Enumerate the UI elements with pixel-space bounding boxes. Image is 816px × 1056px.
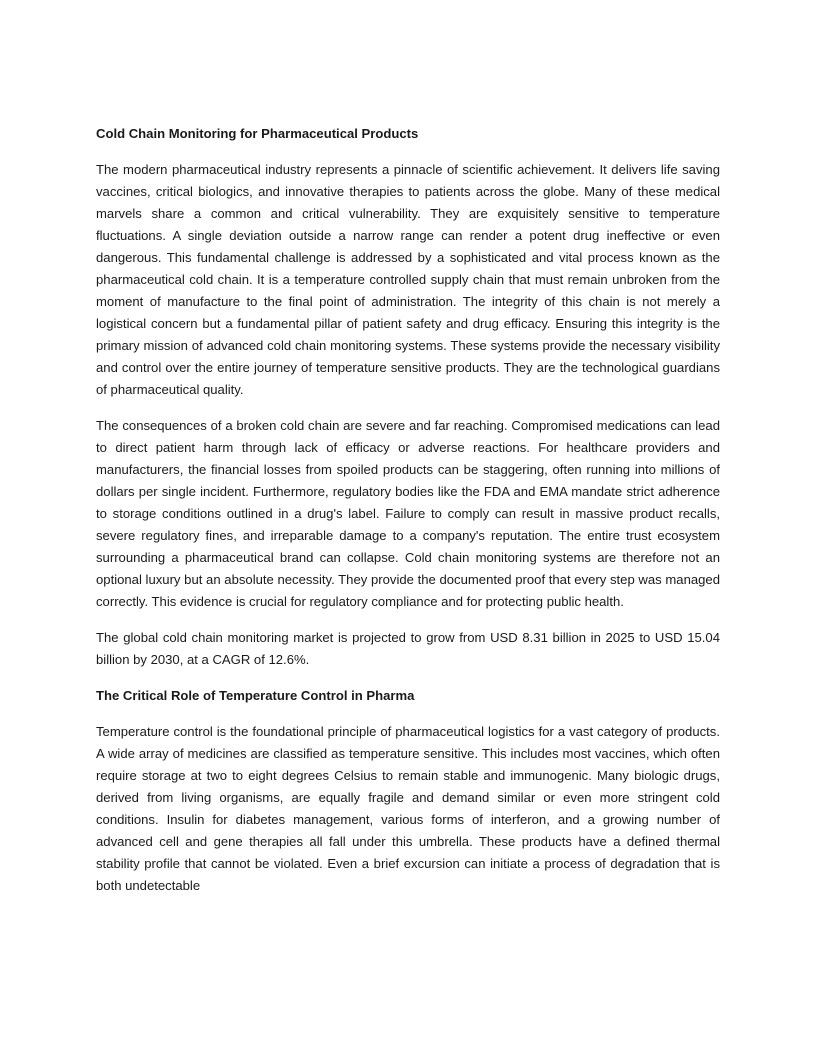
paragraph: The consequences of a broken cold chain are severe and far reaching. Compromised medications can lead to direct patient harm through lack of efficacy or adverse reactions. For healthcare providers and manufacturers, the financial losses from spoiled products can be staggering, often running into millions of dollars per single incident. Furthermore, regulatory bodies like the FDA and EMA mandate strict adherence to storage conditions outlined in a drug's label. Failure to comply can result in massive product recalls, severe regulatory fines, and irreparable damage to a company's reputation. The entire trust ecosystem surrounding a pharmaceutical brand can collapse. Cold chain monitoring systems are therefore not an optional luxury but an absolute necessity. They provide the documented proof that every step was managed correctly. This evidence is crucial for regulatory compliance and for protecting public health. [96, 418, 720, 609]
document-page [96, 123, 720, 897]
paragraph: The global cold chain monitoring market is projected to grow from USD 8.31 billion in 2025 to USD 15.04 billion by 2030, at a CAGR of 12.6%. [96, 630, 720, 667]
section-heading: The Critical Role of Temperature Control in Pharma [96, 688, 415, 703]
paragraph: The modern pharmaceutical industry represents a pinnacle of scientific achievement. It delivers life saving vaccines, critical biologics, and innovative therapies to patients across the globe. Many of these medical marvels share a common and critical vulnerability. They are exquisitely sensitive to temperature fluctuations. A single deviation outside a narrow range can render a potent drug ineffective or even dangerous. This fundamental challenge is addressed by a sophisticated and vital process known as the pharmaceutical cold chain. It is a temperature controlled supply chain that must remain unbroken from the moment of manufacture to the final point of administration. The integrity of this chain is not merely a logistical concern but a fundamental pillar of patient safety and drug efficacy. Ensuring this integrity is the primary mission of advanced cold chain monitoring systems. These systems provide the necessary visibility and control over the entire journey of temperature sensitive products. They are the technological guardians of pharmaceutical quality. [96, 162, 720, 397]
document-title: Cold Chain Monitoring for Pharmaceutical Products [96, 126, 419, 141]
paragraph: Temperature control is the foundational principle of pharmaceutical logistics for a vast category of products. A wide array of medicines are classified as temperature sensitive. This includes most vaccines, which often require storage at two to eight degrees Celsius to remain stable and immunogenic. Many biologic drugs, derived from living organisms, are equally fragile and demand similar or even more stringent cold conditions. Insulin for diabetes management, various forms of interferon, and a growing number of advanced cell and gene therapies all fall under this umbrella. These products have a defined thermal stability profile that cannot be violated. Even a brief excursion can initiate a process of degradation that is both undetectable [96, 724, 720, 893]
